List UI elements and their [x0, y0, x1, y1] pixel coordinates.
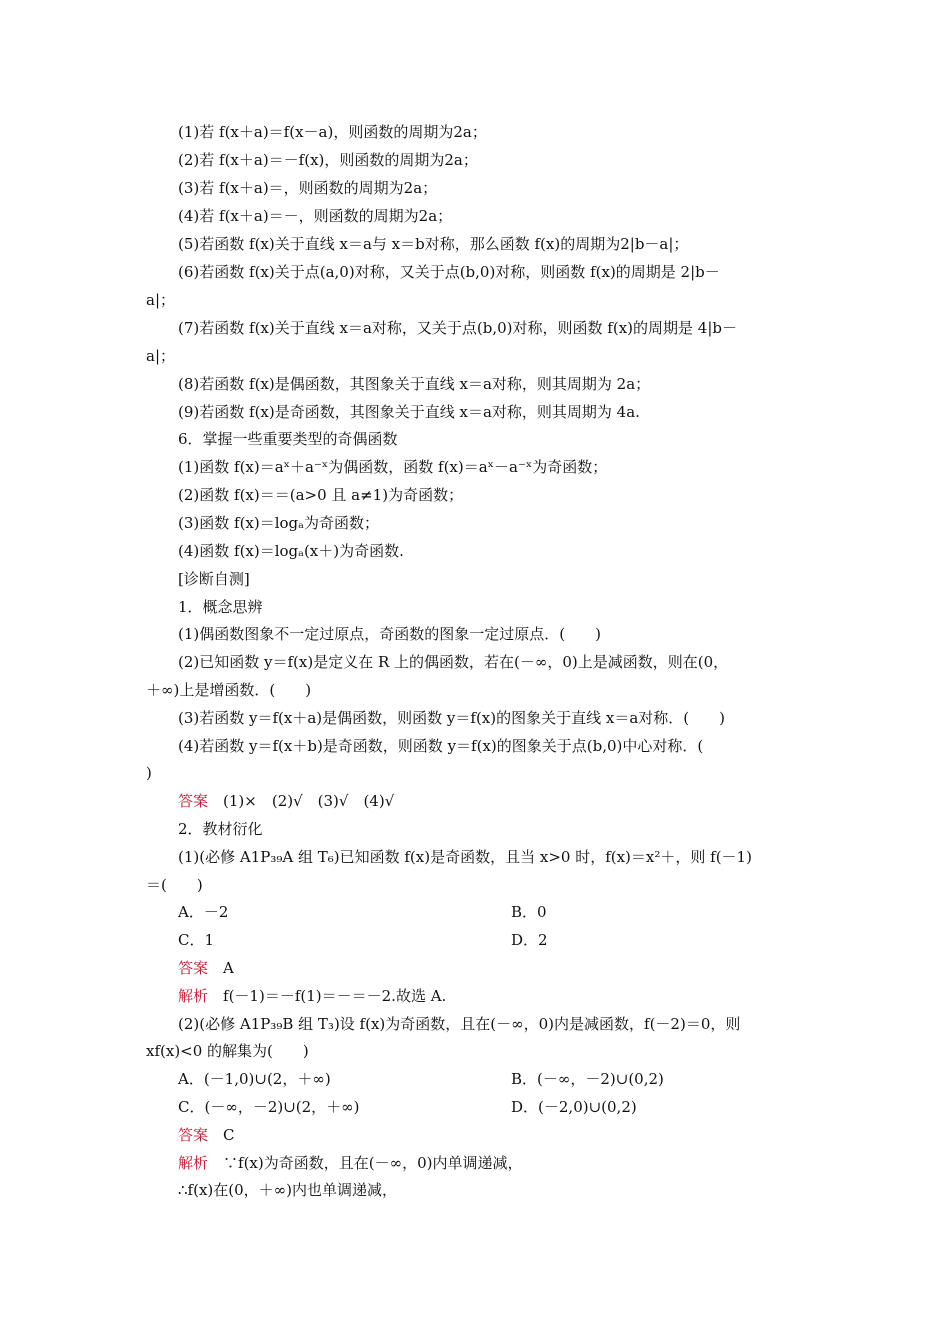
analysis-label: 解析 — [178, 987, 209, 1005]
analysis-text: ∵f(x)为奇函数，且在(－∞，0)内单调递减， — [223, 1154, 523, 1172]
text-line: (5)若函数 f(x)关于直线 x＝a与 x＝b对称，那么函数 f(x)的周期为2|b－a|； — [178, 235, 689, 253]
section-heading: 1．概念思辨 — [178, 598, 263, 616]
text-line: a|； — [146, 291, 175, 309]
analysis-line — [178, 986, 446, 1006]
analysis-label: 解析 — [178, 1154, 209, 1172]
option-a: A．(－1,0)∪(2，＋∞) — [178, 1070, 331, 1088]
text-line: a|； — [146, 347, 175, 365]
answer-line — [178, 1125, 235, 1145]
text-line: (2)函数 f(x)＝＝(a>0 且 a≠1)为奇函数； — [178, 486, 464, 504]
answer-label: 答案 — [178, 1126, 209, 1144]
text-line: (6)若函数 f(x)关于点(a,0)对称，又关于点(b,0)对称，则函数 f(x)的周期是 2|b－ — [178, 263, 720, 281]
text-line: ) — [146, 764, 152, 782]
text-line: ∴f(x)在(0，＋∞)内也单调递减， — [178, 1181, 398, 1199]
text-line: (7)若函数 f(x)关于直线 x＝a对称，又关于点(b,0)对称，则函数 f(x)的周期是 4|b－ — [178, 319, 737, 337]
section-heading: 2．教材衍化 — [178, 820, 263, 838]
text-line: (1)函数 f(x)＝aˣ＋a⁻ˣ为偶函数，函数 f(x)＝aˣ－a⁻ˣ为奇函数； — [178, 458, 608, 476]
option-a: A．－2 — [178, 903, 229, 921]
text-line: (3)函数 f(x)＝logₐ为奇函数； — [178, 514, 379, 532]
answer-text: (1)× (2)√ (3)√ (4)√ — [223, 792, 395, 810]
text-line: (2)若 f(x＋a)＝－f(x)，则函数的周期为2a； — [178, 151, 478, 169]
text-line: xf(x)<0 的解集为( ) — [146, 1042, 309, 1060]
section-heading: 6．掌握一些重要类型的奇偶函数 — [178, 430, 398, 448]
text-line: ＝( ) — [146, 876, 203, 894]
analysis-text: f(－1)＝－f(1)＝－＝－2.故选 A. — [223, 987, 447, 1005]
text-line: (4)函数 f(x)＝logₐ(x＋)为奇函数. — [178, 542, 404, 560]
option-c: C．1 — [178, 931, 215, 949]
option-d: D．2 — [511, 931, 548, 949]
answer-line — [178, 791, 394, 811]
section-heading: [诊断自测] — [178, 570, 250, 588]
option-b: B．(－∞，－2)∪(0,2) — [511, 1070, 664, 1088]
text-line: (1)若 f(x＋a)＝f(x－a)，则函数的周期为2a； — [178, 123, 487, 141]
answer-label: 答案 — [178, 959, 209, 977]
text-line: (8)若函数 f(x)是偶函数，其图象关于直线 x＝a对称，则其周期为 2a； — [178, 375, 651, 393]
text-line: ＋∞)上是增函数．( ) — [146, 681, 312, 699]
answer-text: C — [223, 1126, 235, 1144]
text-line: (3)若函数 y＝f(x＋a)是偶函数，则函数 y＝f(x)的图象关于直线 x＝a对称．( ) — [178, 709, 725, 727]
answer-label: 答案 — [178, 792, 209, 810]
text-line: (2)(必修 A1P₃₉B 组 T₃)设 f(x)为奇函数，且在(－∞，0)内是减函数，f(－2)＝0，则 — [178, 1015, 741, 1033]
option-c: C．(－∞，－2)∪(2，＋∞) — [178, 1098, 360, 1116]
text-line: (9)若函数 f(x)是奇函数，其图象关于直线 x＝a对称，则其周期为 4a. — [178, 403, 640, 421]
text-line: (2)已知函数 y＝f(x)是定义在 R 上的偶函数，若在(－∞，0)上是减函数，则在(0， — [178, 653, 729, 671]
answer-line — [178, 958, 234, 978]
option-b: B．0 — [511, 903, 547, 921]
answer-text: A — [223, 959, 234, 977]
text-line: (1)偶函数图象不一定过原点，奇函数的图象一定过原点．( ) — [178, 625, 601, 643]
option-d: D．(－2,0)∪(0,2) — [511, 1098, 637, 1116]
analysis-line — [178, 1153, 523, 1173]
text-line: (4)若函数 y＝f(x＋b)是奇函数，则函数 y＝f(x)的图象关于点(b,0)中心对称．( — [178, 737, 704, 755]
text-line: (4)若 f(x＋a)＝－，则函数的周期为2a； — [178, 207, 453, 225]
text-line: (3)若 f(x＋a)＝，则函数的周期为2a； — [178, 179, 438, 197]
text-line: (1)(必修 A1P₃₉A 组 T₆)已知函数 f(x)是奇函数，且当 x>0 时，f(x)＝x²＋，则 f(－1) — [178, 848, 752, 866]
